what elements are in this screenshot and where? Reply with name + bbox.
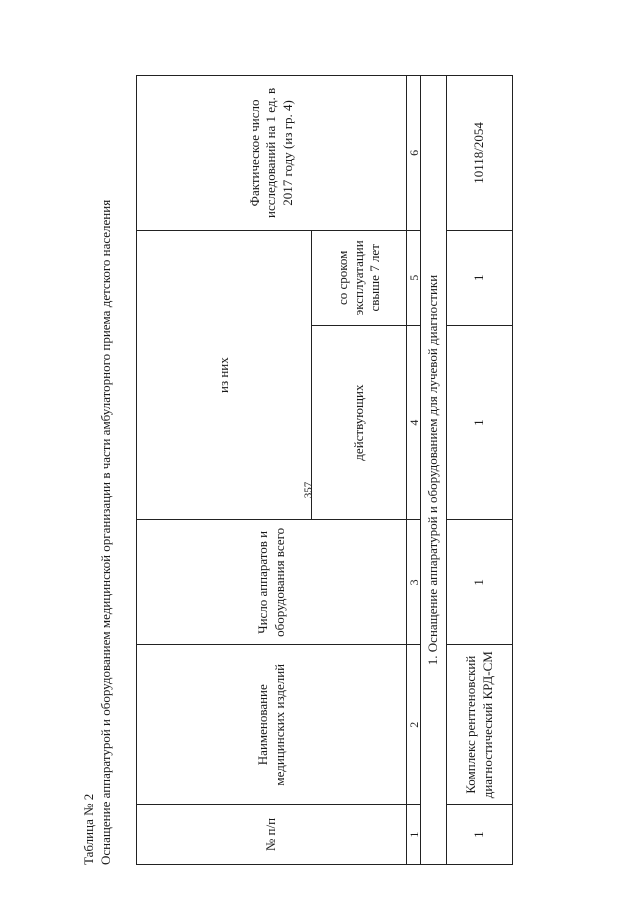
header-row — [137, 76, 312, 865]
column-number: 6 — [407, 76, 421, 231]
page-number: 357 — [302, 481, 315, 499]
cell-over-7-years: 1 — [447, 230, 513, 325]
column-number: 2 — [407, 645, 421, 805]
equipment-table — [136, 75, 513, 865]
cell-studies: 10118/2054 — [447, 76, 513, 231]
cell-total: 1 — [447, 520, 513, 645]
header-studies: Фактическое число исследований на 1 ед. в 2017 году (из гр. 4) — [137, 76, 407, 231]
header-name: Наименование медицинских изделий — [137, 645, 407, 805]
cell-number: 1 — [447, 805, 513, 865]
section-row — [421, 76, 447, 865]
header-total: Число аппаратов и оборудования всего — [137, 520, 407, 645]
header-over-7-years: со сроком эксплуатации свыше 7 лет — [312, 230, 407, 325]
column-number: 4 — [407, 325, 421, 520]
table-caption-subtitle: Оснащение аппаратурой и оборудованием медицинской организации в части амбулаторного приема детского населения — [98, 199, 113, 865]
column-number: 5 — [407, 230, 421, 325]
header-group-of-them: из них — [137, 230, 312, 520]
table-row — [447, 76, 513, 865]
rotated-document — [81, 75, 551, 865]
table-caption-title: Таблица № 2 — [81, 793, 96, 865]
header-active: действующих — [312, 325, 407, 520]
header-number: № п/п — [137, 805, 407, 865]
section-title: 1. Оснащение аппаратурой и оборудованием для лучевой диагностики — [421, 76, 447, 865]
cell-name: Комплекс рентгеновский диагностический КРД-СМ — [447, 645, 513, 805]
column-number: 3 — [407, 520, 421, 645]
column-number-row — [407, 76, 421, 865]
cell-active: 1 — [447, 325, 513, 520]
column-number: 1 — [407, 805, 421, 865]
